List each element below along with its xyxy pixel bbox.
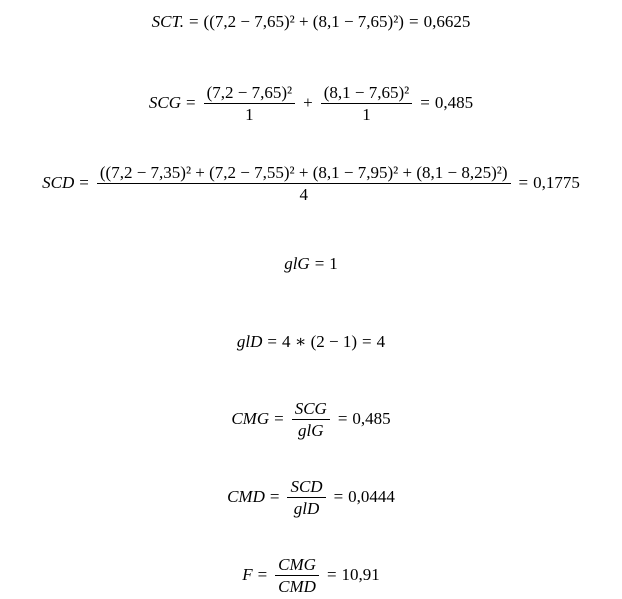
equals-sign: = <box>79 173 89 192</box>
fraction-denominator: CMD <box>278 576 316 596</box>
fraction-denominator: glD <box>293 498 320 518</box>
equals-sign: = <box>326 565 337 584</box>
cmd-result: 0,0444 <box>348 487 395 506</box>
cmg-label: CMG <box>231 409 270 428</box>
equals-sign: = <box>408 12 419 31</box>
scd-result: 0,1775 <box>533 173 580 192</box>
f-equation <box>0 552 622 598</box>
fraction-numerator: CMG <box>278 554 316 574</box>
fraction-denominator: 1 <box>245 104 254 124</box>
sct-label: SCT. <box>151 12 184 31</box>
equals-sign: = <box>274 409 284 428</box>
cmd-equation <box>0 474 622 520</box>
equals-sign: = <box>257 565 268 584</box>
glg-label: glG <box>284 254 310 273</box>
scd-fraction <box>97 163 511 204</box>
cmd-label: CMD <box>227 487 265 506</box>
equals-sign: = <box>420 93 430 112</box>
equals-sign: = <box>337 409 348 428</box>
scg-fraction-1 <box>204 83 296 124</box>
scg-equation <box>0 80 622 126</box>
equals-sign: = <box>186 93 196 112</box>
cmg-equation <box>0 396 622 442</box>
sct-equation <box>0 10 622 34</box>
cmg-result: 0,485 <box>352 409 391 428</box>
gld-result: 4 <box>376 332 386 351</box>
equals-sign: = <box>188 12 199 31</box>
gld-expression: 4 ∗ (2 − 1) <box>282 332 357 351</box>
scg-label: SCG <box>148 93 182 112</box>
glg-result: 1 <box>329 254 338 273</box>
scg-fraction-2 <box>321 83 413 124</box>
equals-sign: = <box>269 487 280 506</box>
equals-sign: = <box>314 254 325 273</box>
fraction-numerator: (7,2 − 7,65)² <box>206 82 293 102</box>
equals-sign: = <box>361 332 372 351</box>
fraction-numerator: SCD <box>290 476 323 496</box>
glg-equation <box>0 252 622 276</box>
scd-equation <box>0 160 622 206</box>
scg-result: 0,485 <box>434 93 474 112</box>
plus-sign: + <box>303 93 313 112</box>
cmd-fraction <box>287 477 325 518</box>
sct-expression: ((7,2 − 7,65)² + (8,1 − 7,65)²) <box>203 12 404 31</box>
f-fraction <box>275 555 319 596</box>
fraction-numerator: SCG <box>294 398 327 418</box>
equals-sign: = <box>518 173 529 192</box>
fraction-denominator: 4 <box>299 184 308 204</box>
fraction-denominator: glG <box>298 420 324 440</box>
equals-sign: = <box>267 332 278 351</box>
f-result: 10,91 <box>341 565 380 584</box>
fraction-denominator: 1 <box>362 104 371 124</box>
fraction-numerator: (8,1 − 7,65)² <box>323 82 410 102</box>
sct-result: 0,6625 <box>423 12 471 31</box>
equals-sign: = <box>333 487 344 506</box>
gld-label: glD <box>236 332 263 351</box>
fraction-numerator: ((7,2 − 7,35)² + (7,2 − 7,55)² + (8,1 − 7,95)² + (8,1 − 8,25)²) <box>99 162 508 182</box>
gld-equation <box>0 330 622 354</box>
f-label: F <box>242 565 253 584</box>
cmg-fraction <box>292 399 330 440</box>
scd-label: SCD <box>42 173 75 192</box>
